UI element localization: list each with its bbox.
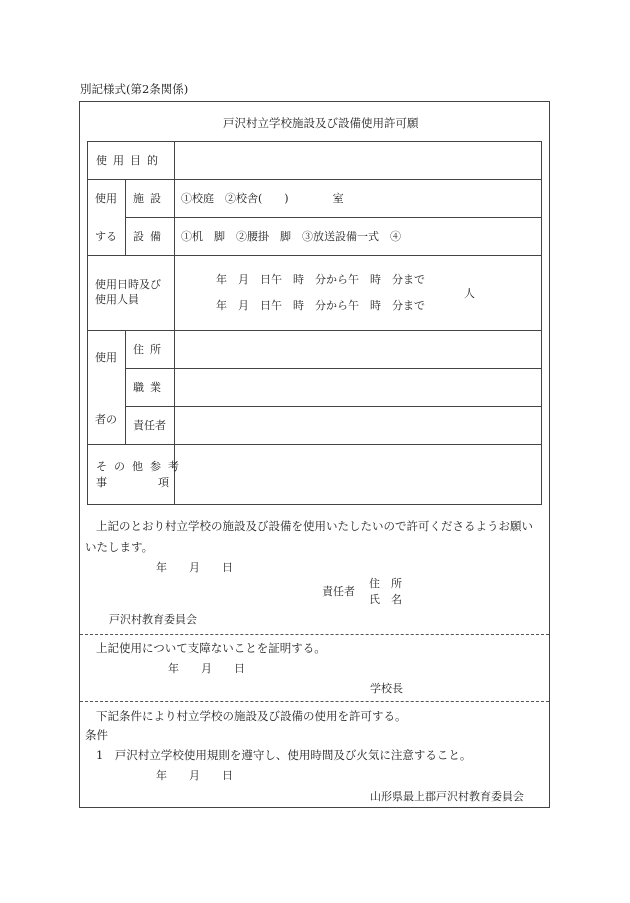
facility-options: ①校庭 ②校舎( ) 室 bbox=[181, 192, 344, 205]
purpose-label: 使用目的 bbox=[96, 154, 164, 167]
conditions-label: 条件 bbox=[85, 728, 108, 742]
datetime-label-line1: 使用日時及び bbox=[95, 278, 161, 291]
request-date: 年 月 日 bbox=[156, 561, 233, 574]
occupation-label: 職業 bbox=[133, 381, 167, 394]
other-label-line2b: 項 bbox=[158, 476, 169, 489]
datetime-row-2: 年 月 日午 時 分から午 時 分まで bbox=[216, 299, 425, 312]
persons-unit: 人 bbox=[464, 287, 475, 300]
table-rule bbox=[125, 179, 126, 255]
responsible-label: 責任者 bbox=[133, 419, 166, 432]
section-divider bbox=[80, 634, 549, 635]
user-label-bottom: 者の bbox=[95, 413, 117, 426]
usage-label-bottom: する bbox=[95, 230, 117, 243]
table-rule bbox=[87, 179, 542, 180]
facility-label: 施設 bbox=[133, 192, 167, 205]
datetime-label-line2: 使用人員 bbox=[95, 293, 139, 306]
request-addressee: 戸沢村教育委員会 bbox=[109, 613, 197, 626]
certification-text: 上記使用について支障ないことを証明する。 bbox=[96, 641, 326, 655]
table-rule bbox=[125, 368, 542, 369]
equipment-label: 設備 bbox=[133, 230, 167, 243]
table-rule bbox=[87, 444, 542, 445]
permission-issuer: 山形県最上郡戸沢村教育委員会 bbox=[370, 790, 524, 803]
table-rule bbox=[87, 255, 542, 256]
equipment-options: ①机 脚 ②腰掛 脚 ③放送設備一式 ④ bbox=[181, 230, 401, 243]
table-rule bbox=[87, 330, 542, 331]
request-text-line1: 上記のとおり村立学校の施設及び設備を使用いたしたいので許可くださるようお願い bbox=[96, 519, 533, 533]
table-rule bbox=[125, 406, 542, 407]
table-rule bbox=[125, 330, 126, 444]
certification-date: 年 月 日 bbox=[168, 662, 245, 675]
table-rule bbox=[125, 217, 542, 218]
request-text-line2: いたします。 bbox=[85, 540, 154, 554]
request-responsible: 責任者 bbox=[322, 585, 355, 598]
request-address-label: 住 所 bbox=[369, 577, 402, 590]
user-label-top: 使用 bbox=[95, 351, 117, 364]
permission-text: 下記条件により村立学校の施設及び設備の使用を許可する。 bbox=[96, 709, 407, 723]
address-label: 住所 bbox=[133, 343, 167, 356]
table-rule bbox=[174, 141, 175, 505]
datetime-row-1: 年 月 日午 時 分から午 時 分まで bbox=[216, 273, 425, 286]
section-divider bbox=[80, 701, 549, 702]
usage-label-top: 使用 bbox=[95, 192, 117, 205]
other-label-line1: その他参考 bbox=[96, 460, 186, 473]
request-name-label: 氏 名 bbox=[369, 593, 402, 606]
form-style-label: 別記様式(第2条関係) bbox=[80, 82, 189, 96]
certification-signer: 学校長 bbox=[370, 682, 403, 695]
form-title: 戸沢村立学校施設及び設備使用許可願 bbox=[223, 116, 419, 130]
permission-date: 年 月 日 bbox=[156, 769, 233, 782]
condition-1: 1 戸沢村立学校使用規則を遵守し、使用時間及び火気に注意すること。 bbox=[96, 748, 472, 762]
other-label-line2a: 事 bbox=[96, 476, 107, 489]
